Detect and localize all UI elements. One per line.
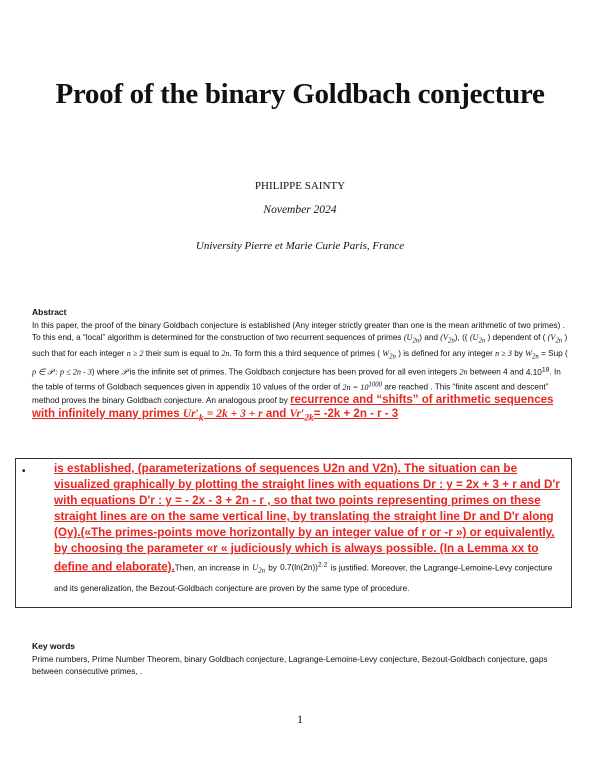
abstract-text: In this paper, the proof of the binary Goldbach conjecture is established (Any integer strictly greater than one is the mean arithmetic of two primes) . To this end, a “local” algorithm is determined for the construction of two recurrent sequences of primes $(U_{2n})$ and $(V_{2n})$, (( ($U_{2n}$ ) dependent of ( ($V_{2n}$ ) such that for each integer n ≥ 2 their sum is equal to 2n. To form this a third sequence of primes ( $W_{2n}$ ) is defined for any integer n ≥ 3 by $W_{2n}$ = Sup ( p ∈ 𝒫 : p ≤ 2n - 3) where 𝒫 is the infinite set of primes. The Goldbach conjecture has been proved for all even integers 2n between 4 and 4.10$^{18}$. In the table of terms of Goldbach sequences given in appendix 10 values of the order of $2n = 10^{1000}$ are reached . This “finite ascent and descent” method proves the binary Goldbach conjecture. An analogous proof by recurrence and “shifts” of arithmetic sequences with infinitely many primes $Ur'_k = 2k + 3 + r$ and $Vr'_{2k}= -2k + 2n - r - 3$	[32, 321, 568, 423]
publication-date: November 2024	[263, 204, 337, 216]
keywords-text: Prime numbers, Prime Number Theorem, binary Goldbach conjecture, Lagrange-Lemoine-Levy conjecture, Bezout-Goldbach conjecture, gaps between consecutive primes, .	[32, 655, 548, 677]
abstract-heading: Abstract	[32, 307, 67, 317]
highlighted-established-text: is established, (parameterizations of sequences U2n and V2n). The situation can be visualized graphically by plotting the straight lines with equations Dr : y = 2x + 3 + r and D'r with equations D'r : y = - 2x - 3 + 2n - r , so that two points representing primes on these straight lines are on the same vertical line, by translating the straight line Dr and D'r along (Oy).(«The primes-points move horizontally by an integer value of r or -r ») or equivalently, by choosing the parameter «r « judiciously which is always possible. (In a Lemma xx to define and elaborate).	[54, 462, 560, 574]
bullet: •	[22, 466, 26, 477]
page-number: 1	[297, 712, 303, 726]
author-name: PHILIPPE SAINTY	[254, 180, 346, 192]
affiliation: University Pierre et Marie Curie Paris, France	[195, 240, 405, 252]
highlighted-recurrence-text: recurrence and “shifts” of arithmetic sequences with infinitely many primes $Ur'_k = 2k + 3 + r$ and $Vr'_{2k}= -2k + 2n - r - 3$	[32, 394, 554, 423]
box-text: is established, (parameterizations of sequences U2n and V2n). The situation can be visualized graphically by plotting the straight lines with equations Dr : y = 2x + 3 + r and D'r with equations D'r : y = - 2x - 3 + 2n - r , so that two points representing primes on these straight lines are on the same vertical line, by translating the straight line Dr and D'r along (Oy).(«The primes-points move horizontally by an integer value of r or -r ») or equivalently, by choosing the parameter «r « judiciously which is always possible. (In a Lemma xx to define and elaborate).Then, an increase in $U_{2n}$ by $0.7(\ln(2n))^{2.2}$ is justified. Moreover, the Lagrange-Lemoine-Levy conjecture and its generalization, the Bezout-Goldbach conjecture are proven by the same type of procedure.	[54, 462, 560, 594]
paper-title: Proof of the binary Goldbach conjecture	[55, 78, 545, 110]
keywords-heading: Key words	[32, 641, 75, 651]
